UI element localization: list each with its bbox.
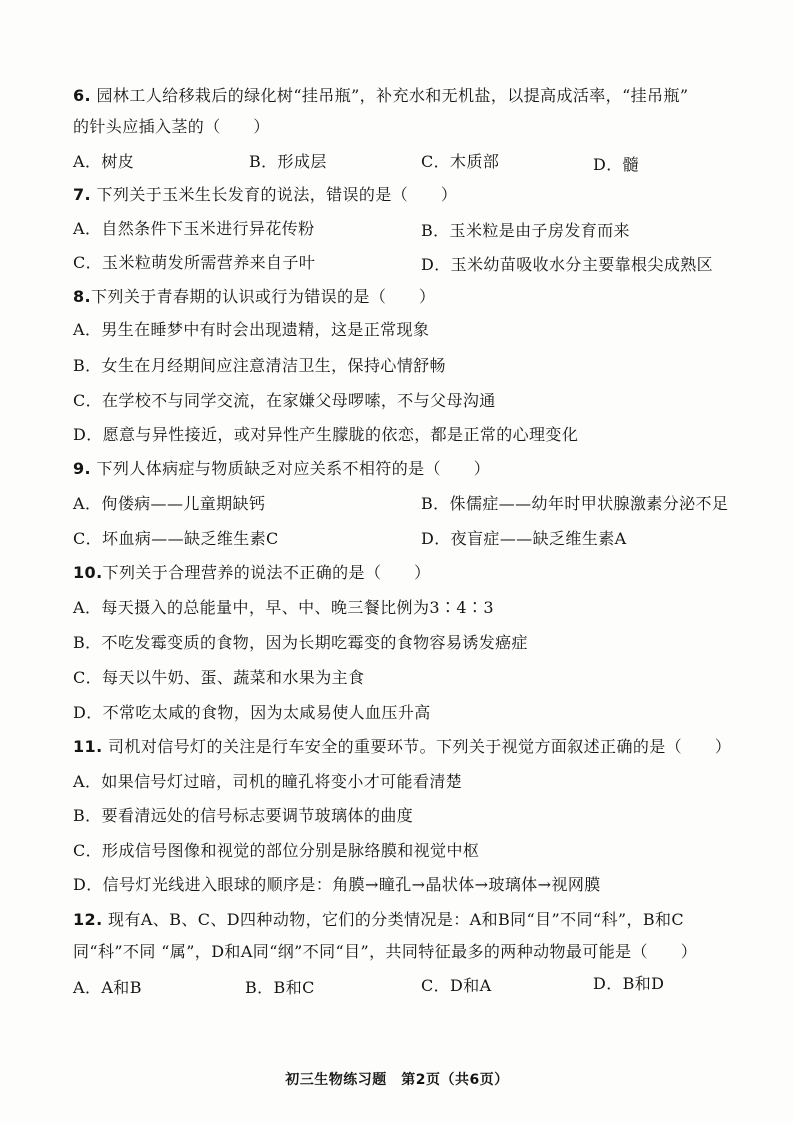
q11-number: 11. <box>73 737 103 756</box>
q11-stem-line-1 <box>73 737 731 757</box>
page-footer: 初三生物练习题 第2页（共6页） <box>285 1072 509 1088</box>
q12-option-b[interactable]: B．B和C <box>245 978 315 997</box>
q8-option-a[interactable]: A．男生在睡梦中有时会出现遗精，这是正常现象 <box>73 320 430 339</box>
q10-option-a[interactable]: A．每天摄入的总能量中，早、中、晚三餐比例为3∶4∶3 <box>73 598 494 617</box>
q8-stem-line-1 <box>73 287 435 307</box>
q6-option-c[interactable]: C．木质部 <box>421 152 500 171</box>
q11-option-a[interactable]: A．如果信号灯过暗，司机的瞳孔将变小才可能看清楚 <box>73 772 463 791</box>
q11-option-d[interactable]: D．信号灯光线进入眼球的顺序是：角膜→瞳孔→晶状体→玻璃体→视网膜 <box>73 875 601 894</box>
q11-option-b[interactable]: B．要看清远处的信号标志要调节玻璃体的曲度 <box>73 806 414 825</box>
q7-option-b[interactable]: B．玉米粒是由子房发育而来 <box>421 221 630 240</box>
q6-option-a[interactable]: A．树皮 <box>73 152 135 171</box>
q10-number: 10. <box>73 563 103 582</box>
q9-number: 9. <box>73 459 92 478</box>
q11-stem-text-1: 司机对信号灯的关注是行车安全的重要环节。下列关于视觉方面叙述正确的是（ ） <box>108 737 732 756</box>
q8-option-b[interactable]: B．女生在月经期间应注意清洁卫生，保持心情舒畅 <box>73 356 446 375</box>
q12-number: 12. <box>73 910 103 929</box>
q6-option-d[interactable]: D．髓 <box>593 155 640 174</box>
q8-option-d[interactable]: D．愿意与异性接近，或对异性产生朦胧的依恋，都是正常的心理变化 <box>73 425 579 444</box>
q7-option-c[interactable]: C．玉米粒萌发所需营养来自子叶 <box>73 253 316 272</box>
q12-option-c[interactable]: C．D和A <box>421 976 492 995</box>
q10-option-c[interactable]: C．每天以牛奶、蛋、蔬菜和水果为主食 <box>73 668 365 687</box>
q12-option-a[interactable]: A．A和B <box>73 978 142 997</box>
q8-number: 8. <box>73 287 92 306</box>
q9-stem-text-1: 下列人体病症与物质缺乏对应关系不相符的是（ ） <box>96 459 491 478</box>
q9-option-c[interactable]: C．坏血病——缺乏维生素C <box>73 529 279 548</box>
q12-stem-line-2: 同“科”不同 “属”，D和A同“纲”不同“目”，共同特征最多的两种动物最可能是（ ） <box>73 942 698 961</box>
q12-option-d[interactable]: D．B和D <box>593 974 665 993</box>
q11-option-c[interactable]: C．形成信号图像和视觉的部位分别是脉络膜和视觉中枢 <box>73 841 480 860</box>
q12-stem-text-1: 现有A、B、C、D四种动物，它们的分类情况是：A和B同“目”不同“科”，B和C <box>108 910 685 929</box>
q6-stem-line-2: 的针头应插入茎的（ ） <box>73 117 270 136</box>
q9-option-d[interactable]: D．夜盲症——缺乏维生素A <box>421 529 627 548</box>
q6-stem-text-1: 园林工人给移栽后的绿化树“挂吊瓶”，补充水和无机盐，以提高成活率，“挂吊瓶” <box>96 86 689 105</box>
q9-option-b[interactable]: B．侏儒症——幼年时甲状腺激素分泌不足 <box>421 494 729 513</box>
q8-stem-text-1: 下列关于青春期的认识或行为错误的是（ ） <box>91 287 436 306</box>
q7-option-a[interactable]: A．自然条件下玉米进行异花传粉 <box>73 219 315 238</box>
q10-stem-line-1 <box>73 563 431 583</box>
q7-stem-line-1 <box>73 185 457 205</box>
q7-number: 7. <box>73 185 92 204</box>
q6-stem-line-1 <box>73 86 688 106</box>
q6-option-b[interactable]: B．形成层 <box>249 152 327 171</box>
q8-option-c[interactable]: C．在学校不与同学交流，在家嫌父母啰嗦，不与父母沟通 <box>73 391 496 410</box>
q10-stem-text-1: 下列关于合理营养的说法不正确的是（ ） <box>102 563 431 582</box>
q9-option-a[interactable]: A．佝偻病——儿童期缺钙 <box>73 494 266 513</box>
q10-option-d[interactable]: D．不常吃太咸的食物，因为太咸易使人血压升高 <box>73 703 431 722</box>
q6-number: 6. <box>73 86 92 105</box>
q10-option-b[interactable]: B．不吃发霉变质的食物，因为长期吃霉变的食物容易诱发癌症 <box>73 633 528 652</box>
q12-stem-line-1 <box>73 910 684 930</box>
q7-stem-text-1: 下列关于玉米生长发育的说法，错误的是（ ） <box>96 185 458 204</box>
q9-stem-line-1 <box>73 459 490 479</box>
q7-option-d[interactable]: D．玉米幼苗吸收水分主要靠根尖成熟区 <box>421 255 714 274</box>
